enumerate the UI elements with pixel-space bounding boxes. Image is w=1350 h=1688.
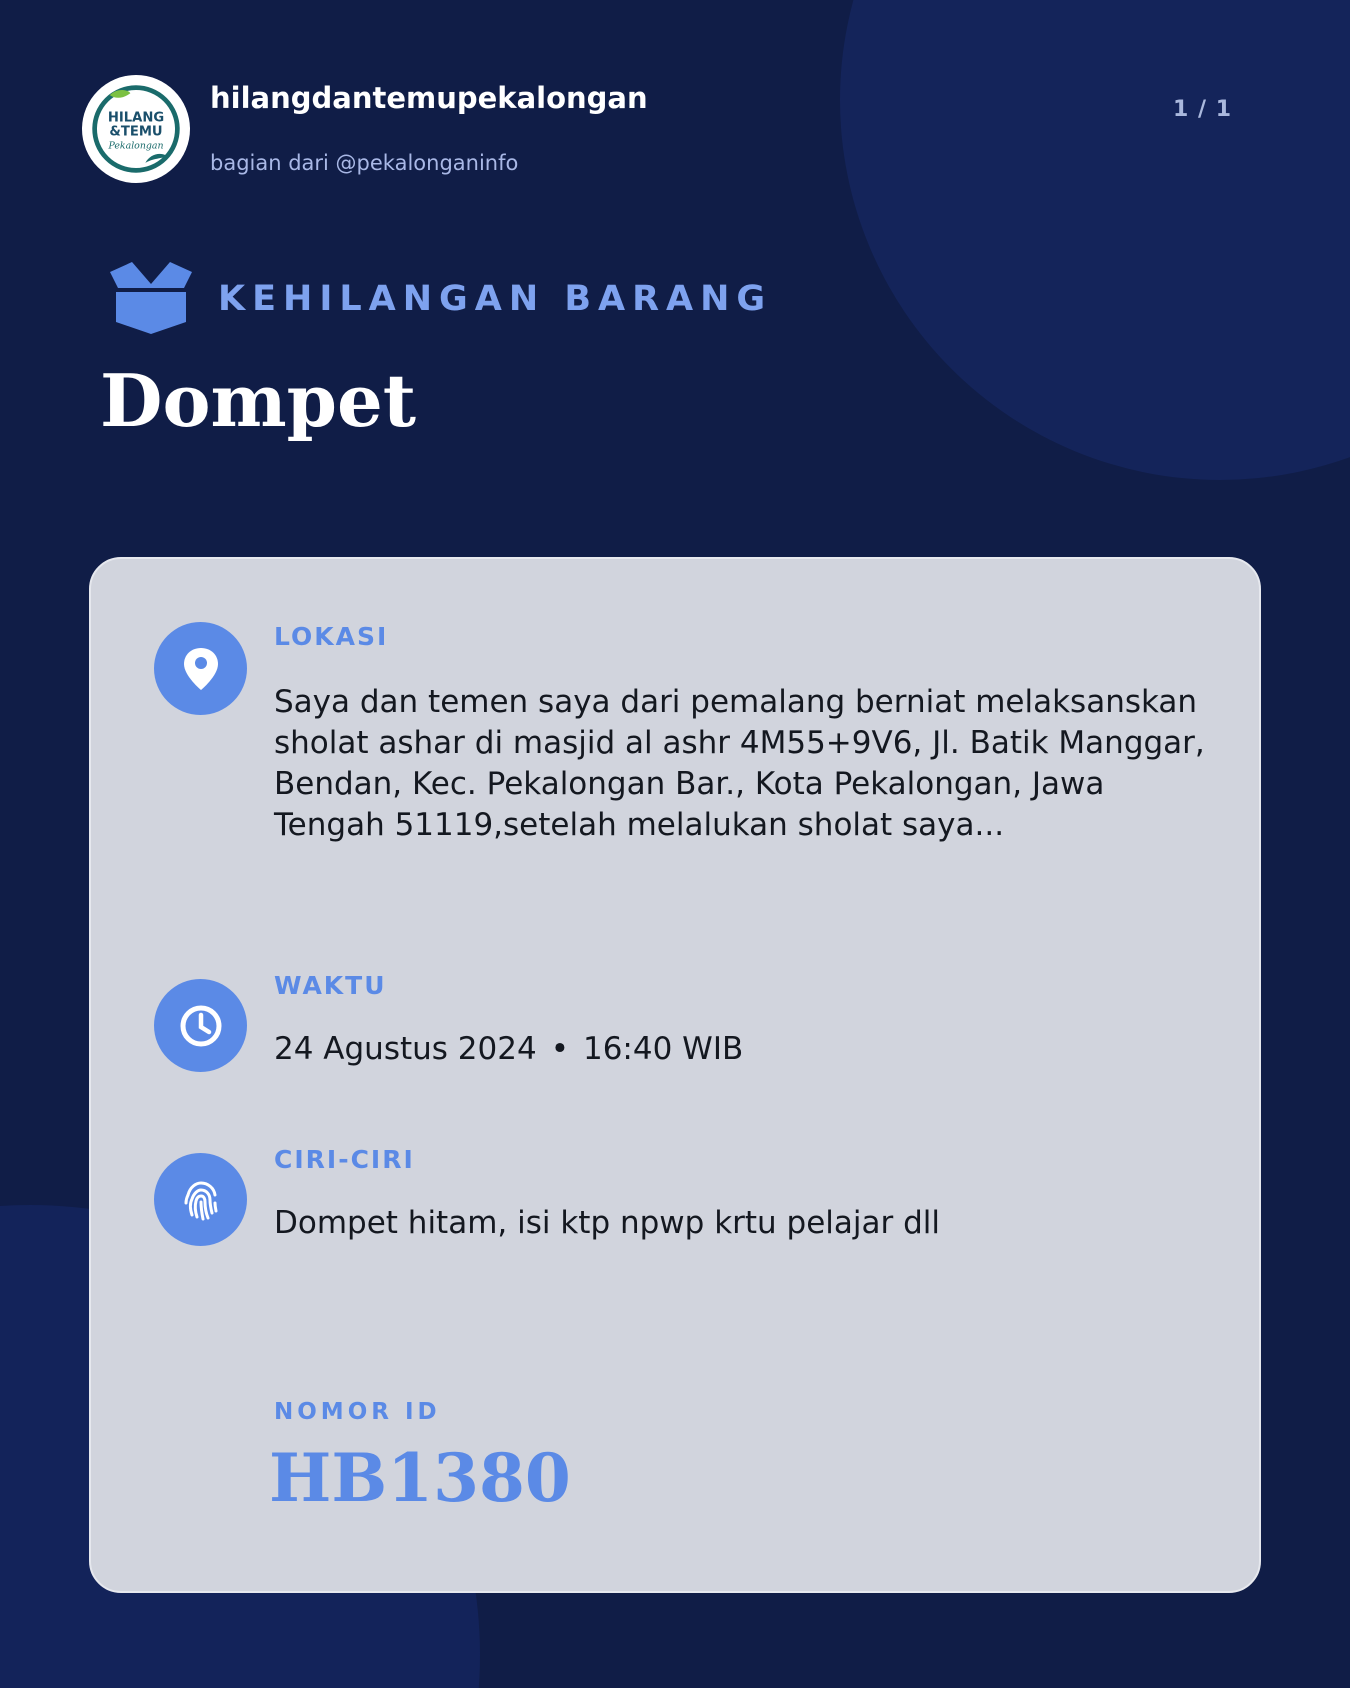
page-indicator: 1 / 1 [1173, 97, 1232, 122]
traits-icon-badge [154, 1153, 247, 1246]
box-icon [104, 262, 198, 336]
avatar[interactable] [82, 75, 190, 183]
id-value: HB1380 [269, 1439, 571, 1517]
hilang-temu-logo-icon [89, 82, 183, 176]
category-label: KEHILANGAN BARANG [218, 279, 773, 319]
svg-text:&TEMU: &TEMU [109, 124, 163, 140]
item-title: Dompet [100, 358, 417, 443]
svg-text:HILANG: HILANG [107, 110, 165, 126]
account-handle[interactable]: hilangdantemupekalongan [210, 81, 648, 115]
time-label: WAKTU [274, 971, 387, 1000]
location-value: Saya dan temen saya dari pemalang berniat melaksanskan sholat ashar di masjid al ashr 4M55+9V6, Jl. Batik Manggar, Bendan, Kec. Pekalongan Bar., Kota Pekalongan, Jawa Tengah 51119,setelah melalukan sholat saya... [274, 684, 1205, 843]
id-label: NOMOR ID [274, 1399, 441, 1425]
location-icon-badge [154, 622, 247, 715]
category-row [104, 262, 772, 336]
time-date: 24 Agustus 2024 [274, 1031, 537, 1067]
svg-text:Pekalongan: Pekalongan [108, 140, 164, 152]
time-icon-badge [154, 979, 247, 1072]
time-separator: • [550, 1031, 569, 1067]
background-circle-top [840, 0, 1350, 480]
traits-value: Dompet hitam, isi ktp npwp krtu pelajar dll [274, 1205, 941, 1241]
map-pin-icon [176, 644, 226, 694]
location-label: LOKASI [274, 622, 389, 651]
post-header [82, 75, 1262, 185]
account-subtitle: bagian dari @pekalonganinfo [210, 151, 519, 175]
clock-icon [176, 1001, 226, 1051]
traits-label: CIRI-CIRI [274, 1145, 415, 1174]
time-clock: 16:40 WIB [582, 1031, 744, 1067]
time-value [274, 1029, 1214, 1070]
fingerprint-icon [176, 1175, 226, 1225]
details-card [89, 557, 1261, 1593]
